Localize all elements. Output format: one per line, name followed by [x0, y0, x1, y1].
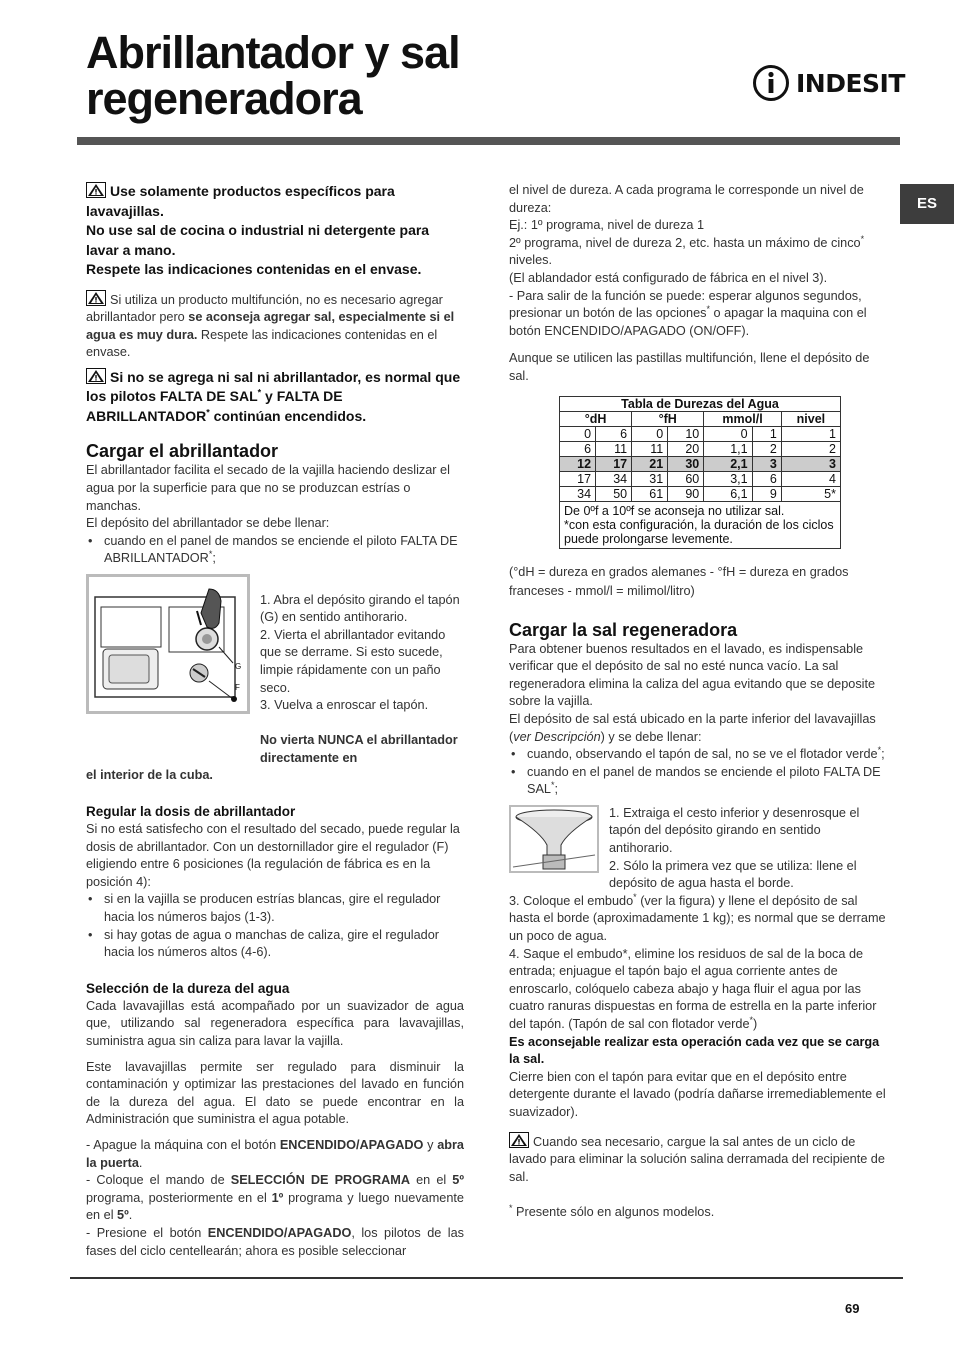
list-item: • cuando en el panel de mandos se enciende el piloto FALTA DE ABRILLANTADOR*; — [86, 533, 464, 568]
salt-p2a: El depósito de sal está ubicado en la parte inferior del lavavajillas ( — [509, 711, 876, 744]
hardness-p2: Este lavavajillas permite ser regulado para disminuir la contaminación y optimizar las prestaciones del lavado en función de la dureza del agua. El dato se puede encontrar en la Administración que suministra el agua potable. — [86, 1059, 464, 1127]
asterisk: * — [860, 233, 865, 244]
multi-text-b: se aconseja agregar sal, especialmente si el agua es muy dura. — [86, 310, 455, 342]
cont-p4: (El ablandador está configurado de fábrica en el nivel 3). — [509, 270, 828, 285]
s1e: . — [138, 1155, 143, 1170]
cell: 1,1 — [704, 441, 752, 456]
cell: 2 — [752, 441, 781, 456]
asterisk: * — [550, 780, 555, 791]
salt-warning — [509, 1132, 887, 1187]
dose-list — [86, 891, 464, 961]
salt-li2: cuando en el panel de mandos se enciende el piloto FALTA DE SAL — [527, 764, 881, 797]
s2b: SELECCIÓN DE PROGRAMA — [230, 1173, 411, 1188]
footnote-asterisk: * — [509, 1203, 513, 1214]
table-row — [560, 486, 841, 501]
right-column — [509, 182, 887, 1222]
cont-p5 — [509, 288, 887, 341]
cell: 30 — [668, 456, 704, 471]
s2f: 1º — [271, 1190, 284, 1205]
page-title — [86, 27, 646, 124]
salt-bold-note: Es aconsejable realizar esta operación cada vez que se carga la sal. — [509, 1034, 880, 1067]
cell: 11 — [596, 441, 632, 456]
salt-p2b: ver Descripción — [513, 729, 601, 744]
list-item: • si en la vajilla se producen estrías blancas, gire el regulador hacia los números bajos (1-3). — [86, 891, 464, 926]
multi-text-a: Si utiliza un producto multifunción, no es necesario agregar abrillantador pero — [86, 292, 443, 325]
salt-steps-text: 1. Extraiga el cesto inferior y desenrosque el tapón del depósito girando en sentido antihorario. 2. Sólo la primera vez que se utiliza: llene el depósito de agua hasta el borde. — [609, 805, 860, 891]
cell: 5* — [781, 486, 840, 501]
cell: 12 — [560, 456, 596, 471]
warning-icon — [86, 290, 106, 306]
s1d: abra la puerta — [86, 1137, 464, 1170]
cell: 4 — [781, 471, 840, 486]
cell: 3,1 — [704, 471, 752, 486]
left-column — [86, 182, 464, 1260]
cell: 9 — [752, 486, 781, 501]
cell: 34 — [560, 486, 596, 501]
warning-text-3: Respete las indicaciones contenidas en el envase. — [86, 261, 422, 277]
salt-step4 — [509, 946, 887, 1034]
cont3b: niveles. — [509, 253, 553, 268]
s2h: 5º — [117, 1208, 129, 1223]
cell: 0 — [560, 426, 596, 441]
cell: 3 — [752, 456, 781, 471]
table-row-highlighted — [560, 456, 841, 471]
cell: 0 — [704, 426, 752, 441]
table-row — [560, 441, 841, 456]
heading-rinse-aid: Cargar el abrillantador — [86, 441, 279, 462]
cell: 17 — [560, 471, 596, 486]
cell: 60 — [668, 471, 704, 486]
rinse-warning-b: el interior de la cuba. — [86, 768, 213, 783]
cell: 3 — [781, 456, 840, 471]
salt-p2c: ) y se debe llenar: — [600, 729, 702, 744]
s3c: , los pilotos de las fases del ciclo centellearán; ahora es posible seleccionar — [86, 1225, 464, 1258]
cont-p6: Aunque se utilicen las pastillas multifunción, llene el depósito de sal. — [509, 351, 870, 383]
hardness-step3 — [86, 1225, 464, 1260]
salt-p1: Para obtener buenos resultados en el lavado, es indispensable verificar que el depósito de sal no esté nunca vacío. La sal regeneradora elimina la caliza del agua evitando que se deposite sobre la vajilla. — [509, 641, 876, 709]
warning-products — [86, 182, 464, 280]
cell: 90 — [668, 486, 704, 501]
asterisk: * — [206, 407, 210, 418]
title-line-2: regeneradora — [86, 73, 362, 124]
cell: 1 — [752, 426, 781, 441]
table-row — [560, 471, 841, 486]
hardness-table — [559, 396, 841, 549]
rinse-list — [86, 533, 464, 568]
cell: 61 — [632, 486, 668, 501]
cell: 21 — [632, 456, 668, 471]
salt-s4b: ) — [753, 1017, 758, 1031]
table-row — [560, 426, 841, 441]
salt-close: Cierre bien con el tapón para evitar que en el depósito entre detergente durante el lavado (podría dañarse irremediablemente el suavizador). — [509, 1069, 886, 1119]
table-title: Tabla de Durezas del Agua — [560, 396, 841, 411]
multi-text-c: Respete las indicaciones contenidas en el envase. — [86, 327, 438, 360]
cont-p1: el nivel de dureza. A cada programa le corresponde un nivel de dureza: — [509, 183, 864, 215]
list-item: • cuando en el panel de mandos se enciende el piloto FALTA DE SAL*; — [509, 764, 887, 799]
s1a: - Apague la máquina con el botón — [86, 1137, 280, 1152]
warning-icon — [509, 1132, 529, 1148]
dispenser-illustration — [89, 577, 247, 711]
s2d: 5º — [452, 1173, 464, 1188]
s1b: ENCENDIDO/APAGADO — [279, 1137, 424, 1152]
hardness-step2 — [86, 1172, 464, 1225]
warning-text-1: Use solamente productos específicos para lavavajillas. — [86, 183, 395, 219]
salt-list — [509, 746, 887, 799]
asterisk: * — [877, 744, 882, 755]
warning-icon — [86, 368, 106, 384]
s2i: . — [128, 1208, 133, 1223]
rinse-li-text: cuando en el panel de mandos se enciende el piloto FALTA DE ABRILLANTADOR — [104, 533, 458, 566]
s2e: programa, posteriormente en el — [86, 1190, 272, 1205]
rinse-steps-block — [86, 574, 464, 768]
s1c: y — [423, 1137, 438, 1152]
s2c: en el — [410, 1173, 453, 1188]
cont3a: 2º programa, nivel de dureza 2, etc. hasta un máximo de cinco — [509, 235, 861, 250]
salt-s3a: 3. Coloque el embudo — [509, 893, 634, 908]
table-header: °dH — [560, 411, 632, 426]
rinse-warning-a: No vierta NUNCA el abrillantador directamente en — [260, 733, 458, 765]
nosalt-c: continúan encendidos. — [209, 407, 367, 424]
nosalt-a: Si no se agrega ni sal ni abrillantador, es normal que los pilotos FALTA DE SAL — [86, 368, 461, 405]
no-salt-warning — [86, 368, 464, 427]
multifunction-note — [86, 290, 464, 362]
cell: 17 — [596, 456, 632, 471]
cell: 50 — [596, 486, 632, 501]
heading-hardness: Selección de la dureza del agua — [86, 980, 290, 996]
hardness-step1 — [86, 1137, 464, 1172]
salt-step3 — [509, 893, 887, 946]
list-item: • si hay gotas de agua o manchas de caliza, gire el regulador hacia los números altos (4-6). — [86, 927, 464, 962]
asterisk: * — [706, 303, 711, 314]
cell: 2,1 — [704, 456, 752, 471]
warning-text-2: No use sal de cocina o industrial ni detergente para lavar a mano. — [86, 222, 430, 258]
warning-icon — [86, 182, 106, 198]
heading-dose: Regular la dosis de abrillantador — [86, 804, 296, 820]
asterisk: * — [749, 1014, 754, 1025]
language-tab: ES — [900, 184, 954, 224]
brand-logo — [752, 64, 905, 102]
table-note: De 0ºf a 10ºf se aconseja no utilizar sal. *con esta configuración, la duración de los ciclos puede prolongarse levemente. — [560, 501, 841, 548]
cell: 20 — [668, 441, 704, 456]
s3b: ENCENDIDO/APAGADO — [207, 1225, 352, 1240]
units-legend: (°dH = dureza en grados alemanes - °fH = dureza en grados franceses - mmol/l = milimol/litro) — [509, 564, 849, 598]
cell: 31 — [632, 471, 668, 486]
footnote-text: Presente sólo en algunos modelos. — [512, 1205, 715, 1220]
rinse-fill-when: El depósito del abrillantador se debe llenar: — [86, 516, 330, 531]
asterisk: * — [208, 549, 213, 560]
s2a: - Coloque el mando de — [86, 1173, 231, 1188]
salt-p2 — [509, 711, 887, 746]
cell: 0 — [632, 426, 668, 441]
footer-rule — [70, 1277, 903, 1279]
footnote — [509, 1204, 887, 1222]
table-header: mmol/l — [704, 411, 782, 426]
salt-warn-text: Cuando sea necesario, cargue la sal antes de un ciclo de lavado para eliminar la solución salina derramada del recipiente de sal. — [509, 1134, 885, 1184]
funnel-figure — [509, 805, 599, 873]
cont5b: o apagar la maquina con el botón ENCENDIDO/APAGADO (ON/OFF). — [509, 306, 867, 338]
rinse-intro: El abrillantador facilita el secado de la vajilla haciendo deslizar el agua por la superficie para que no se produzcan estrías o manchas. — [86, 463, 450, 513]
indesit-logo-icon — [752, 64, 790, 102]
asterisk: * — [633, 891, 637, 902]
table-header: °fH — [632, 411, 704, 426]
page-number: 69 — [845, 1301, 860, 1316]
cell: 11 — [632, 441, 668, 456]
cell: 2 — [781, 441, 840, 456]
cell: 10 — [668, 426, 704, 441]
rinse-aid-figure — [86, 574, 250, 714]
cont-p3 — [509, 235, 887, 270]
brand-name: INDESIT — [796, 68, 905, 98]
cell: 6 — [752, 471, 781, 486]
cont-p2: Ej.: 1º programa, nivel de dureza 1 — [509, 218, 705, 233]
dose-text: Si no está satisfecho con el resultado del secado, puede regular la dosis de abrillantador. Con un destornillador gire el regulador (F) eligiendo entre 6 posiciones (la regulación de fábrica es en la posición 4): — [86, 822, 460, 889]
cont5a: - Para salir de la función se puede: esperar algunos segundos, presionar un botón de las opciones — [509, 288, 862, 321]
s3a: - Presione el botón — [86, 1225, 208, 1240]
heading-salt: Cargar la sal regeneradora — [509, 619, 738, 640]
hardness-p1: Cada lavavajillas está acompañado por un suavizador de agua que, utilizando sal regeneradora específica para lavavajillas, suministra agua sin caliza para lavar la vajilla. — [86, 998, 464, 1048]
table-header: nivel — [781, 411, 840, 426]
nosalt-b: y FALTA DE ABRILLANTADOR — [86, 388, 343, 424]
salt-s4a: 4. Saque el embudo*, elimine los residuos de sal de la boca de entrada; enjuague el tapón bajo el agua corriente antes de enroscarlo, colóquelo cabeza abajo y haga fluir el agua por las cuatro ranuras dispuestas en forma de estrella en la parte inferior del tapón. (Tapón de sal con flotador verde — [509, 946, 877, 1031]
rinse-steps-text: 1. Abra el depósito girando el tapón (G) en sentido antihorario. 2. Vierta el abrillantador evitando que se derrame. Si esto sucede, limpie rápidamente con un paño seco. 3. Vuelva a enroscar el tapón. — [260, 592, 460, 713]
salt-s3b: (ver la figura) y llene el depósito de sal hasta el borde (aproximadamente 1 kg); es normal que se derrame un poco de agua. — [509, 893, 886, 944]
s2g: programa y luego nuevamente en el — [86, 1190, 464, 1223]
cell: 6 — [596, 426, 632, 441]
title-line-1: Abrillantador y sal — [86, 27, 460, 78]
cell: 1 — [781, 426, 840, 441]
cell: 6,1 — [704, 486, 752, 501]
cell: 6 — [560, 441, 596, 456]
salt-li1: cuando, observando el tapón de sal, no se ve el flotador verde — [527, 747, 878, 762]
asterisk: * — [257, 387, 262, 398]
cell: 34 — [596, 471, 632, 486]
salt-steps-block — [509, 805, 887, 893]
header-rule — [77, 137, 900, 145]
label-f: F — [235, 682, 240, 692]
funnel-illustration — [511, 807, 597, 871]
list-item: • cuando, observando el tapón de sal, no se ve el flotador verde*; — [509, 746, 887, 764]
label-g: G — [235, 661, 242, 671]
